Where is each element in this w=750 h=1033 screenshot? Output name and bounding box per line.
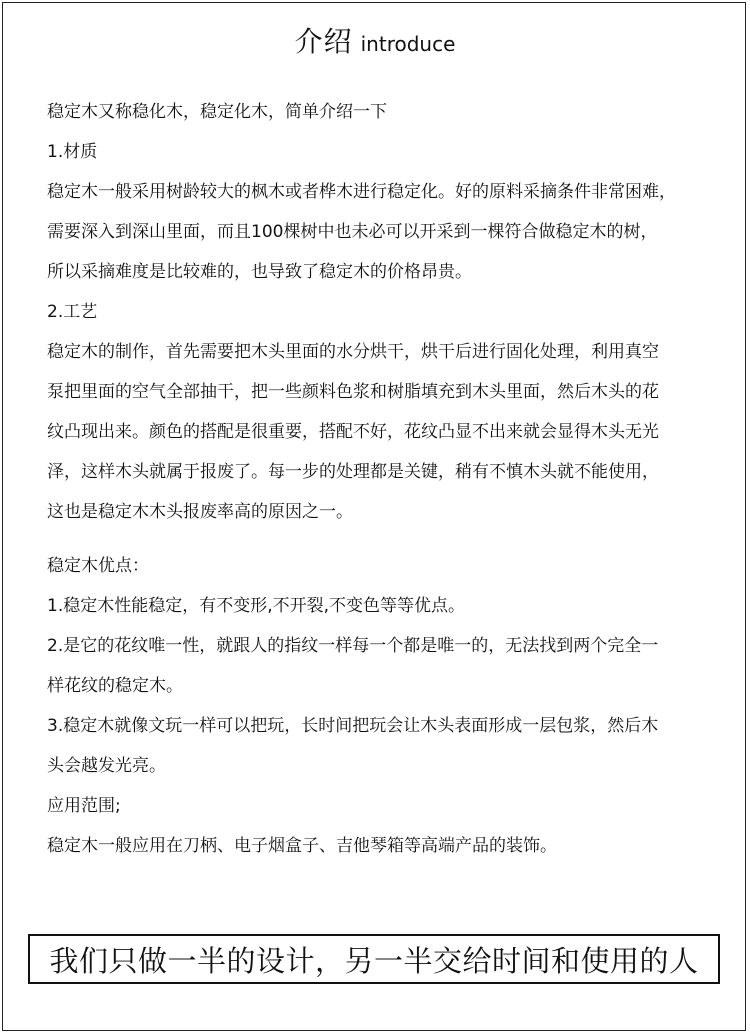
application-heading: 应用范围; bbox=[47, 796, 121, 816]
title-english: introduce bbox=[360, 32, 456, 56]
material-line: 所以采摘难度是比较难的，也导致了稳定木的价格昂贵。 bbox=[47, 262, 472, 282]
intro-line: 稳定木又称稳化木，稳定化木，简单介绍一下 bbox=[47, 102, 387, 122]
advantages-line: 样花纹的稳定木。 bbox=[47, 676, 183, 696]
title-chinese: 介绍 bbox=[294, 25, 353, 58]
section-gap bbox=[47, 532, 715, 546]
advantages-line: 1.稳定木性能稳定，有不变形,不开裂,不变色等等优点。 bbox=[47, 596, 466, 616]
page-title bbox=[0, 20, 750, 60]
craft-line: 泽，这样木头就属于报废了。每一步的处理都是关键，稍有不慎木头就不能使用， bbox=[47, 462, 659, 482]
craft-line: 泵把里面的空气全部抽干，把一些颜料色浆和树脂填充到木头里面，然后木头的花 bbox=[47, 382, 659, 402]
craft-line: 稳定木的制作，首先需要把木头里面的水分烘干，烘干后进行固化处理，利用真空 bbox=[47, 342, 659, 362]
advantages-line: 2.是它的花纹唯一性，就跟人的指纹一样每一个都是唯一的，无法找到两个完全一 bbox=[47, 636, 659, 656]
material-line: 稳定木一般采用树龄较大的枫木或者桦木进行稳定化。好的原料采摘条件非常困难， bbox=[47, 182, 676, 202]
material-heading: 1.材质 bbox=[47, 142, 98, 162]
craft-line: 纹凸现出来。颜色的搭配是很重要，搭配不好，花纹凸显不出来就会显得木头无光 bbox=[47, 422, 659, 442]
advantages-heading: 稳定木优点： bbox=[47, 556, 149, 576]
application-line: 稳定木一般应用在刀柄、电子烟盒子、吉他琴箱等高端产品的装饰。 bbox=[47, 836, 557, 856]
slogan-text: 我们只做一半的设计，另一半交给时间和使用的人 bbox=[49, 943, 699, 978]
material-line: 需要深入到深山里面，而且100棵树中也未必可以开采到一棵符合做稳定木的树， bbox=[47, 222, 658, 242]
craft-heading: 2.工艺 bbox=[47, 302, 98, 322]
advantages-line: 3.稳定木就像文玩一样可以把玩，长时间把玩会让木头表面形成一层包浆，然后木 bbox=[47, 716, 659, 736]
article-body bbox=[47, 92, 715, 866]
craft-line: 这也是稳定木木头报废率高的原因之一。 bbox=[47, 502, 353, 522]
advantages-line: 头会越发光亮。 bbox=[47, 756, 166, 776]
slogan-box bbox=[28, 934, 720, 984]
